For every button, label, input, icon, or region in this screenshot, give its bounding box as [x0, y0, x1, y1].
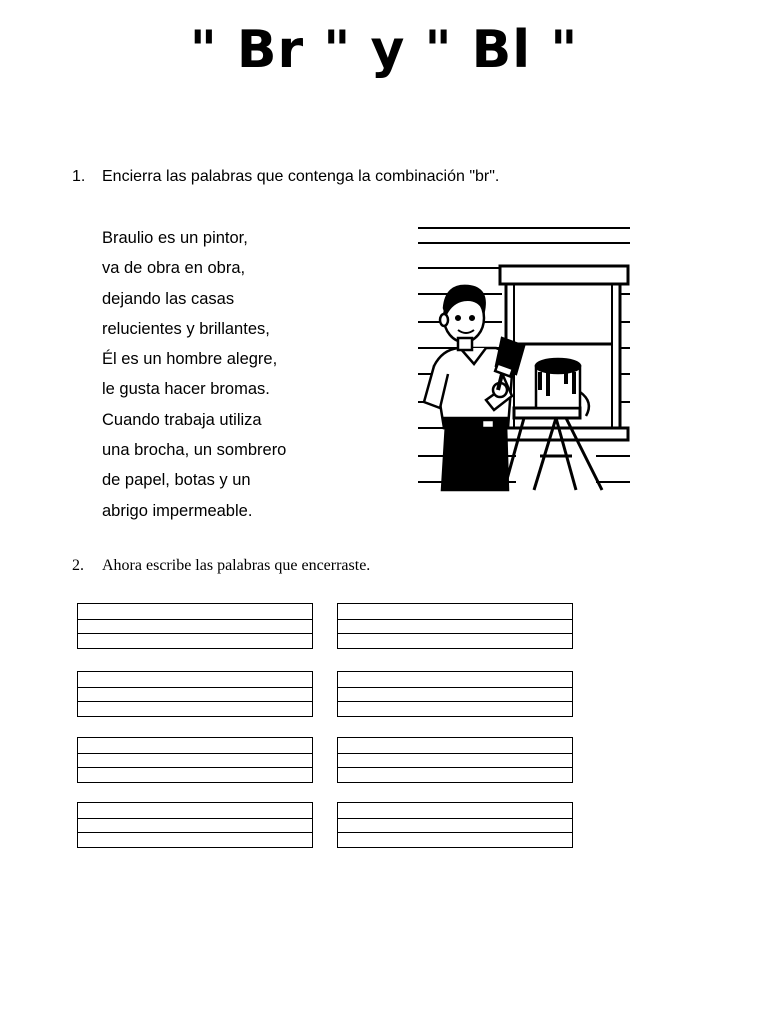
poem-line: de papel, botas y un — [102, 471, 251, 490]
question-1-number: 1. — [72, 168, 86, 185]
poem-line: relucientes y brillantes, — [102, 319, 270, 338]
writing-box[interactable] — [337, 737, 573, 783]
question-1-text: Encierra las palabras que contenga la combinación "br". — [102, 168, 500, 185]
poem-line: Él es un hombre alegre, — [102, 350, 278, 369]
poem — [102, 226, 286, 529]
poem-line: Cuando trabaja utiliza — [102, 410, 262, 429]
question-1 — [72, 166, 499, 188]
poem-line: dejando las casas — [102, 289, 235, 308]
writing-box[interactable] — [337, 802, 573, 848]
question-2 — [72, 556, 370, 576]
writing-box[interactable] — [77, 603, 313, 649]
writing-box[interactable] — [77, 671, 313, 717]
question-2-text: Ahora escribe las palabras que encerraste. — [102, 557, 371, 574]
writing-box[interactable] — [337, 671, 573, 717]
poem-line: abrigo impermeable. — [102, 501, 253, 520]
poem-line: Braulio es un pintor, — [102, 229, 248, 247]
poem-line: le gusta hacer bromas. — [102, 380, 270, 399]
writing-box[interactable] — [77, 802, 313, 848]
question-2-number: 2. — [72, 557, 84, 574]
writing-box[interactable] — [337, 603, 573, 649]
painter-with-brush-icon — [416, 224, 632, 498]
poem-line: una brocha, un sombrero — [102, 441, 287, 460]
page-title: " Br " y " Bl " — [189, 20, 579, 80]
writing-box[interactable] — [77, 737, 313, 783]
poem-line: va de obra en obra, — [102, 259, 246, 278]
